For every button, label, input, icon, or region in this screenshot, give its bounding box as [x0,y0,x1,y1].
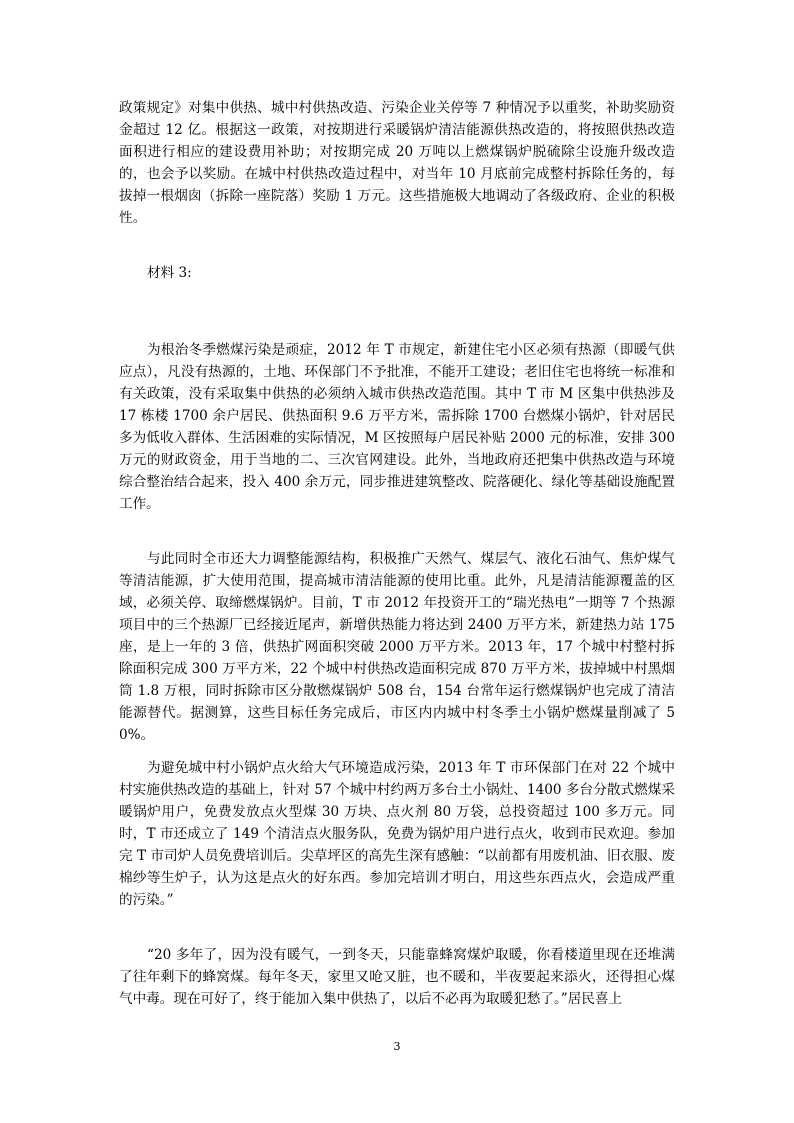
page-number: 3 [393,1040,401,1053]
paragraph-resident-quote: “20 多年了，因为没有暖气，一到冬天，只能靠蜂窝煤炉取暖，你看楼道里现在还堆满了往年剩下的蜂窝煤。每年冬天，家里又呛又脏，也不暖和，半夜要起来添火，还得担心煤气中毒。现在可好了，终于能加入集中供热了，以后不必再为取暖犯愁了。”居民喜上 [119,947,675,1007]
paragraph-energy-structure: 与此同时全市还大力调整能源结构，积极推广天然气、煤层气、液化石油气、焦炉煤气等清洁能源，扩大使用范围，提高城市清洁能源的使用比重。此外，凡是清洁能源覆盖的区域，必须关停、取缔燃煤锅炉。目前，T 市 2012 年投资开工的“瑞光热电”一期等 7 个热源项目中的三个热源厂已经接近尾声，新增供热能力将达到 2400 万平方米，新建热力站 175 座，是上一年的 3 倍，供热扩网面积突破 2000 万平方米。2013 年，17 个城中村整村拆除面积完成 300 万平方米，22 个城中村供热改造面积完成 870 万平方米，拔掉城中村黑烟筒 1.8 万根，同时拆除市区分散燃煤锅炉 508 台，154 台常年运行燃煤锅炉也完成了清洁能源替代。据测算，这些目标任务完成后，市区内内城中村冬季土小锅炉燃煤量削减了 50%。 [119,551,675,743]
paragraph-heating-regulation: 为根治冬季燃煤污染是顽症，2012 年 T 市规定，新建住宅小区必须有热源（即暖气供应点），凡没有热源的，土地、环保部门不予批准，不能开工建设；老旧住宅也将统一标准和有关政策，没有采取集中供热的必须纳入城市供热改造范围。其中 T 市 M 区集中供热涉及 17 栋楼 1700 余户居民、供热面积 9.6 万平方米，需拆除 1700 台燃煤小锅炉，针对居民多为低收入群体、生活困难的实际情况，M 区按照每户居民补贴 2000 元的标准，安排 300 万元的财政资金，用于当地的二、三次官网建设。此外，当地政府还把集中供热改造与环境综合整治结合起来，投入 400 余万元，同步推进建筑整改、院落硬化、绿化等基础设施配置工作。 [119,342,675,512]
paragraph-ignition-service: 为避免城中村小锅炉点火给大气环境造成污染，2013 年 T 市环保部门在对 22 个城中村实施供热改造的基础上，针对 57 个城中村约两万多台土小锅灶、1400 多台分散式燃煤采暖锅炉用户，免费发放点火型煤 30 万块、点火剂 80 万袋，总投资超过 100 多万元。同时，T 市还成立了 149 个清洁点火服务队，免费为锅炉用户进行点火，收到市民欢迎。参加完 T 市司炉人员免费培训后。尖草坪区的高先生深有感触：“以前都有用废机油、旧衣服、废棉纱等生炉子，认为这是点火的好东西。参加完培训才明白，用这些东西点火，会造成严重的污染。” [119,760,675,908]
paragraph-policy-continuation: 政策规定》对集中供热、城中村供热改造、污染企业关停等 7 种情况予以重奖，补助奖励资金超过 12 亿。根据这一政策，对按期进行采暖锅炉清洁能源供热改造的，将按照供热改造面积进行相应的建设费用补助；对按期完成 20 万吨以上燃煤锅炉脱硫除尘设施升级改造的，也会予以奖励。在城中村供热改造过程中，对当年 10 月底前完成整村拆除任务的，每拔掉一根烟囱（拆除一座院落）奖励 1 万元。这些措施极大地调动了各级政府、企业的积极性。 [119,100,675,226]
material-3-heading: 材料 3: [147,265,192,281]
